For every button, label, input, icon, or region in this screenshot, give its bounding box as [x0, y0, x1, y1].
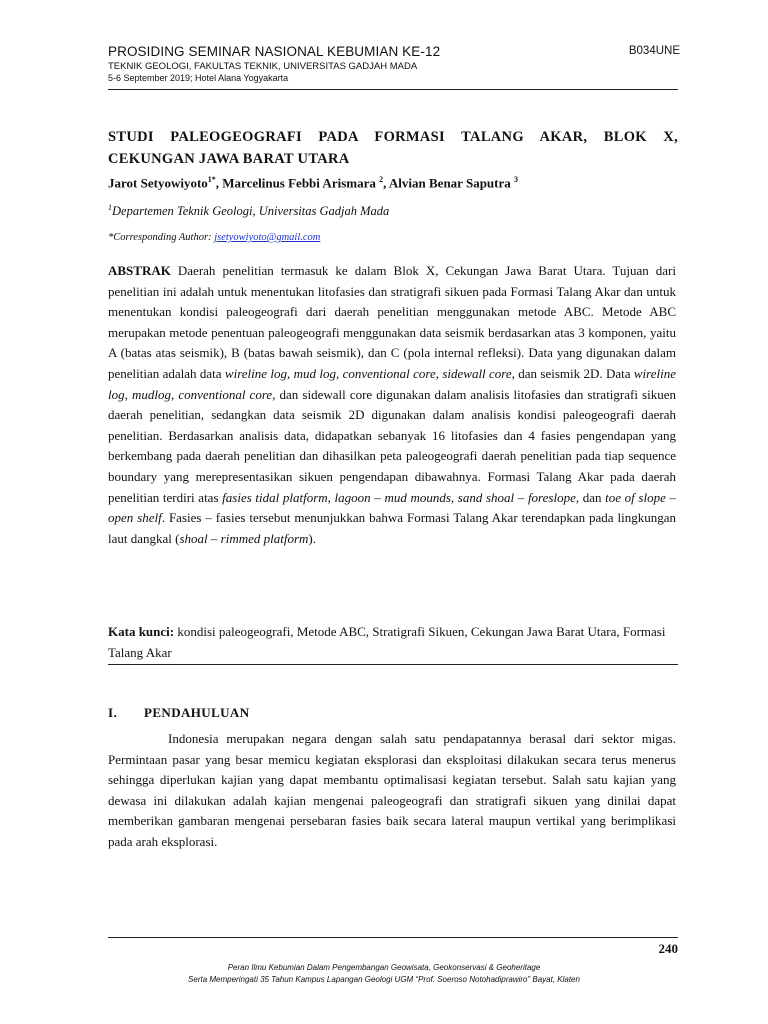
abstract-text: . Fasies – fasies tersebut menunjukkan bahwa Formasi Talang Akar terendapkan pada lingkungan laut dangkal ( — [108, 510, 676, 546]
footer-theme-line: Peran Ilmu Kebumian Dalam Pengembangan Geowisata, Geokonservasi & Geoheritage — [227, 963, 541, 972]
affiliation-number: 1 — [108, 203, 112, 212]
abstract-text: Daerah penelitian termasuk ke dalam Blok X, Cekungan Jawa Barat Utara. Tujuan dari penelitian ini adalah untuk menentukan litofasies dan stratigrafi sikuen pada Formasi Talang Akar dan untuk menentukan kondisi paleogeografi dari daerah penelitian menggunakan metode ABC. Metode ABC merupakan metode penentuan paleogeografi menggunakan data seismik berdasarkan atas 3 komponen, yaitu A (batas atas seismik), B (batas bawah seismik), dan C (pola internal refleksi). Data yang digunakan dalam penelitian adalah data — [108, 263, 676, 381]
proceedings-date-venue: 5-6 September 2019; Hotel Alana Yogyakarta — [108, 73, 289, 83]
abstract-environment: shoal – rimmed platform — [179, 530, 309, 546]
corresponding-author — [108, 232, 320, 243]
author-2-affiliation: 2 — [379, 175, 384, 184]
author-separator: , — [383, 175, 389, 191]
proceedings-title: PROSIDING SEMINAR NASIONAL KEBUMIAN KE-12 — [108, 44, 441, 59]
introduction-paragraph: Indonesia merupakan negara dengan salah satu pendapatannya berasal dari sektor migas. Permintaan pasar yang besar memicu kegiatan eksplorasi dan eksploitasi dilakukan secara terus menerus sehingga diperlukan kajian yang dapat membantu optimalisasi kegiatan tersebut. Salah satu kajian yang dewasa ini dilakukan adalah kajian mengenai paleogeografi dan stratigrafi sikuen yang dinilai dapat memberikan gambaran mengenai persebaran fasies baik secara lateral maupun vertikal yang berimplikasi pada arah eksplorasi. — [108, 731, 676, 849]
abstract-text: , dan — [575, 489, 606, 505]
abstract-text: , dan sidewall core digunakan dalam analisis litofasies dan stratigrafi sikuen daerah penelitian, sedangkan data seismik 2D digunakan dalam analisis kondisi paleogeografi daerah penelitian. Berdasarkan analisis data, didapatkan sebanyak 16 litofasies dan 4 fasies pengendapan yang berkembang pada daerah penelitian dan dihasilkan peta paleogeografi daerah penelitian pada tiap sequence boundary yang merepresentasikan sikuen pengendapan dibawahnya. Formasi Talang Akar pada daerah penelitian terdiri atas — [108, 386, 676, 505]
author-separator: , — [215, 175, 223, 191]
author-2: Marcelinus Febbi Arismara — [222, 175, 376, 191]
author-1: Jarot Setyowiyoto — [108, 175, 208, 191]
author-list — [108, 175, 678, 191]
abstract — [108, 261, 676, 549]
section-heading — [108, 705, 250, 721]
abstract-facies: toe of slope – open shelf — [108, 489, 676, 526]
keywords-label: Kata kunci: — [108, 624, 175, 639]
footer-commemoration-line: Serta Memperingati 35 Tahun Kampus Lapangan Geologi UGM “Prof. Soeroso Notohadiprawiro” Bayat, Klaten — [188, 975, 580, 984]
header-divider — [108, 89, 678, 90]
paper-code: B034UNE — [628, 45, 680, 57]
author-3: Alvian Benar Saputra — [388, 175, 511, 191]
section-number: I. — [108, 705, 118, 720]
abstract-text: , dan seismik 2D. Data — [511, 365, 634, 381]
footer-divider — [108, 937, 678, 938]
author-3-affiliation: 3 — [514, 175, 519, 184]
affiliation-text: Departemen Teknik Geologi, Universitas Gadjah Mada — [112, 204, 390, 219]
page-number: 240 — [658, 941, 678, 956]
section-title: PENDAHULUAN — [144, 705, 250, 720]
corresponding-label: *Corresponding Author: — [108, 232, 215, 243]
affiliation — [108, 203, 389, 219]
abstract-facies: fasies tidal platform, lagoon – mud mounds, sand shoal – foreslope — [222, 489, 576, 505]
proceedings-institution: TEKNIK GEOLOGI, FAKULTAS TEKNIK, UNIVERSITAS GADJAH MADA — [108, 61, 418, 72]
author-1-affiliation: 1* — [207, 175, 216, 184]
keywords — [108, 622, 676, 663]
abstract-data-types: wireline log, mudlog, conventional core — [108, 365, 677, 402]
abstract-label: ABSTRAK — [108, 263, 171, 278]
abstract-divider — [108, 664, 678, 665]
abstract-data-types: wireline log, mud log, conventional core, sidewall core — [224, 365, 512, 381]
keywords-text: kondisi paleogeografi, Metode ABC, Stratigrafi Sikuen, Cekungan Jawa Barat Utara, Formasi Talang Akar — [108, 624, 666, 660]
paper-title: STUDI PALEOGEOGRAFI PADA FORMASI TALANG AKAR, BLOK X, CEKUNGAN JAWA BARAT UTARA — [108, 129, 678, 167]
abstract-text: ). — [308, 530, 316, 546]
corresponding-email-link[interactable]: jsetyowiyoto@gmail.com — [214, 232, 321, 243]
